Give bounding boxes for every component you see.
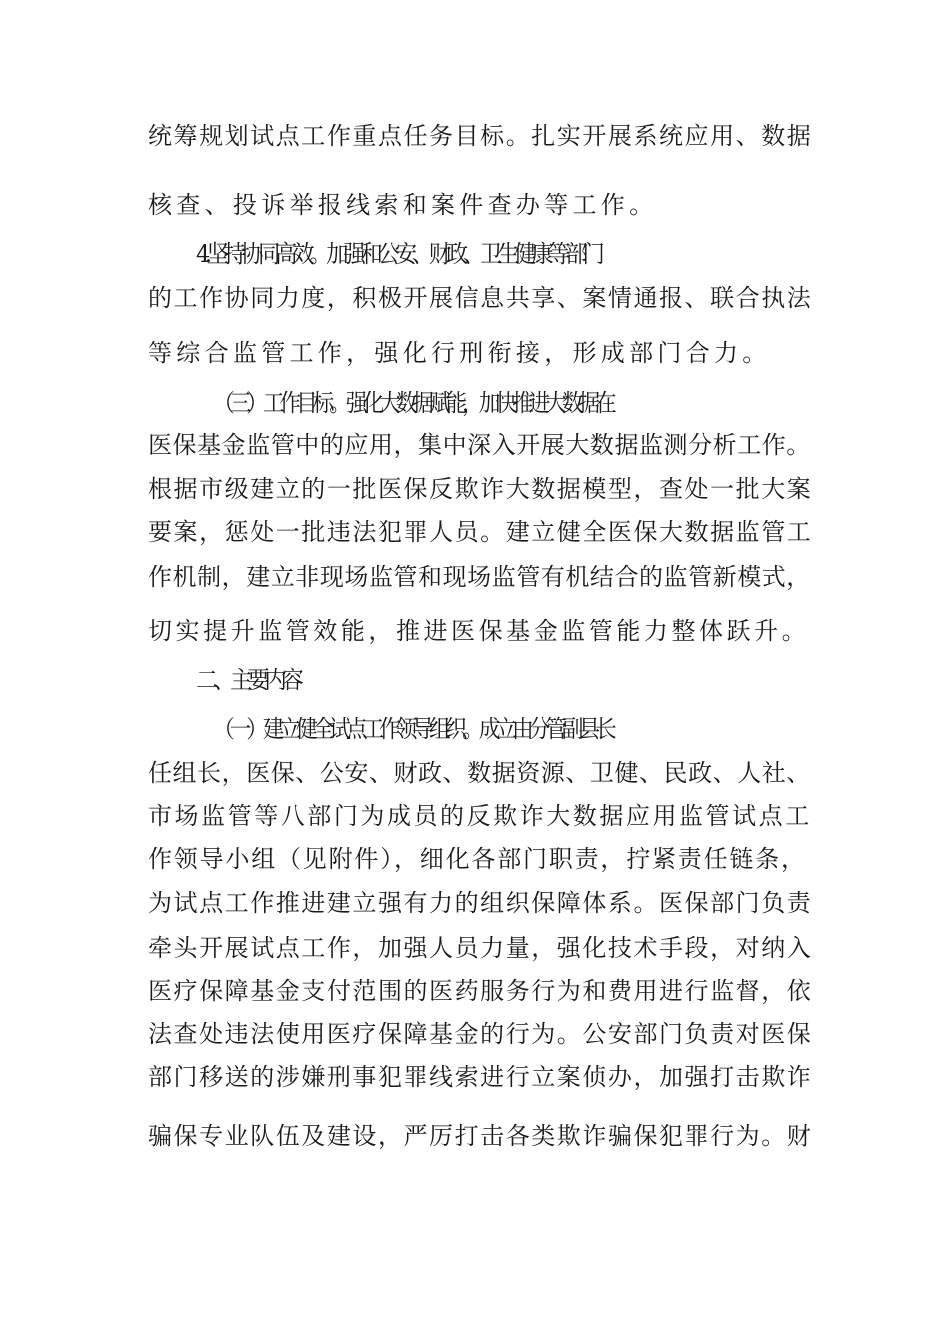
text-line: 4.坚持协同高效。加强和公安、财政、卫生健康等部门 [196,240,600,268]
text-line: 作领导小组（见附件），细化各部门职责，拧紧责任链条， [148,845,807,873]
text-line: 要案，惩处一批违法犯罪人员。建立健全医保大数据监管工 [148,518,813,546]
text-line: 统筹规划试点工作重点任务目标。扎实开展系统应用、数据 [148,122,813,150]
text-line: 任组长，医保、公安、财政、数据资源、卫健、民政、人社、 [148,759,811,787]
text-line: 作机制，建立非现场监管和现场监管有机结合的监管新模式， [148,563,811,591]
text-line: 牵头开展试点工作，加强人员力量，强化技术手段，对纳入 [148,934,813,962]
text-line: 法查处违法使用医疗保障基金的行为。公安部门负责对医保 [148,1020,813,1048]
text-line: 切实提升监管效能，推进医保基金监管能力整体跃升。 [148,617,810,645]
text-line: 医疗保障基金支付范围的医药服务行为和费用进行监督，依 [148,977,813,1005]
text-line: 核查、投诉举报线索和案件查办等工作。 [148,191,658,219]
text-line: （一）建立健全试点工作领导组织。成立由分管副县长 [213,715,612,743]
text-line: 的工作协同力度，积极开展信息共享、案情通报、联合执法 [148,284,813,312]
text-line: 根据市级建立的一批医保反欺诈大数据模型，查处一批大案 [148,475,813,503]
text-line: 医保基金监管中的应用，集中深入开展大数据监测分析工作。 [148,431,811,459]
text-line: 等综合监管工作，强化行刑衔接，形成部门合力。 [148,339,771,367]
text-line: 骗保专业队伍及建设，严厉打击各类欺诈骗保犯罪行为。财 [148,1122,813,1150]
text-line: 市场监管等八部门为成员的反欺诈大数据应用监管试点工 [148,802,812,830]
text-line: 部门移送的涉嫌刑事犯罪线索进行立案侦办，加强打击欺诈 [148,1063,813,1091]
text-line: （三）工作目标。强化大数据赋能，加快推进大数据在 [213,389,612,417]
text-line: 为试点工作推进建立强有力的组织保障体系。医保部门负责 [148,889,813,917]
section-heading: 二、主要内容 [196,666,299,694]
